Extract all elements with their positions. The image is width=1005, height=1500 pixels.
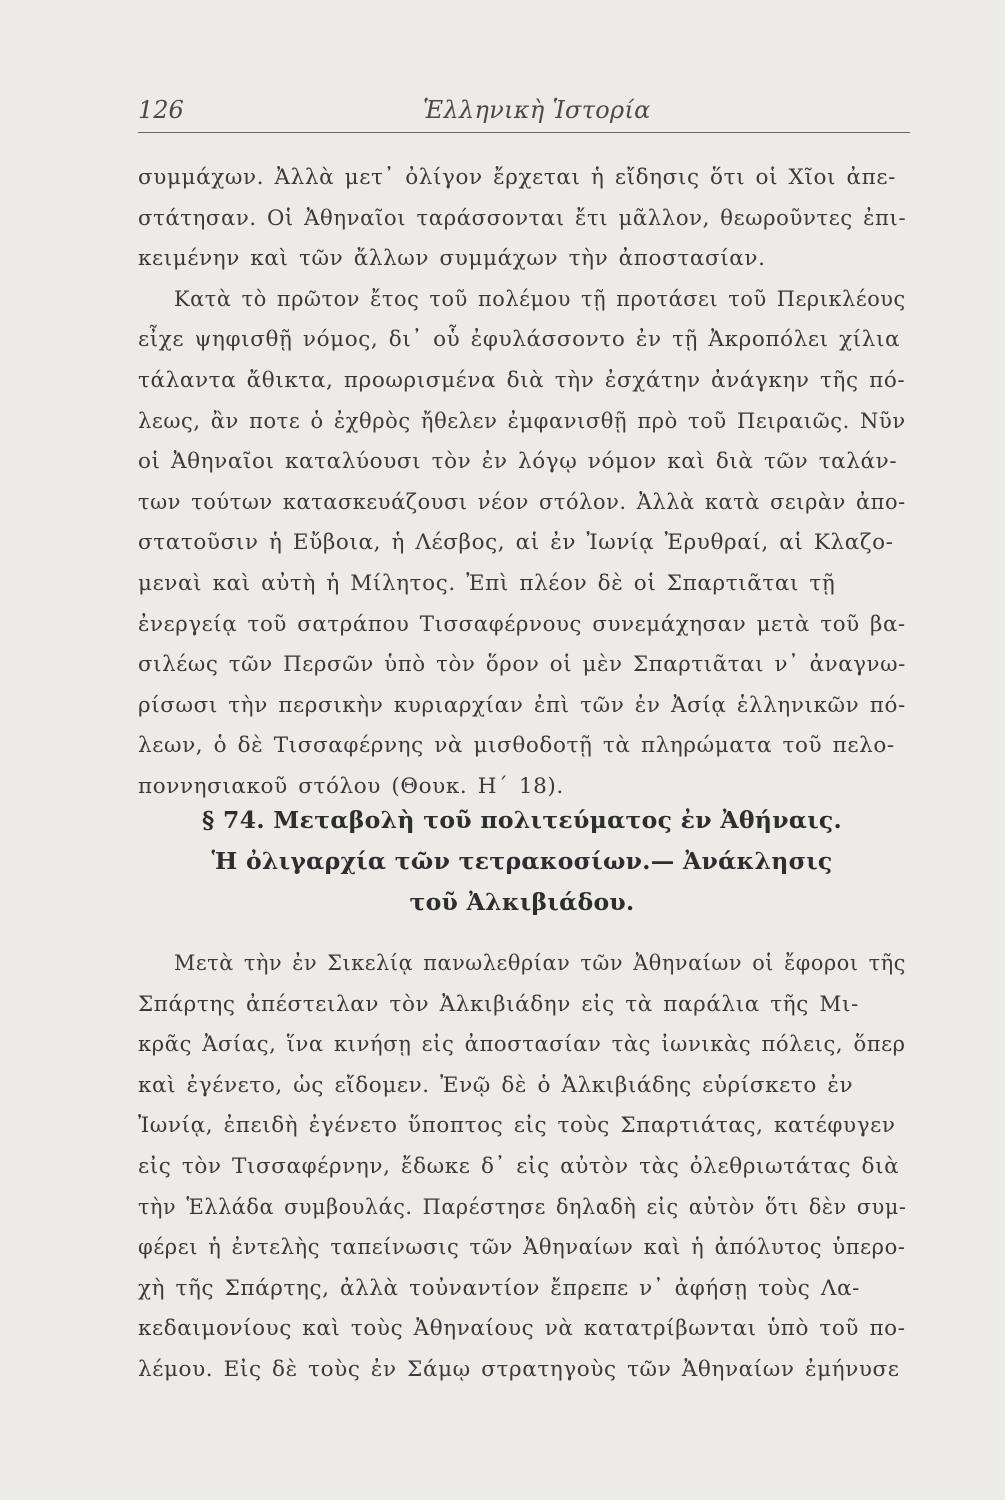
text-line: Κατὰ τὸ πρῶτον ἔτος τοῦ πολέμου τῇ προτάσει τοῦ Περικλέους [174, 286, 906, 312]
text-line: λεων, ὁ δὲ Τισσαφέρνης νὰ μισθοδοτῇ τὰ πληρώματα τοῦ πελο- [138, 733, 895, 759]
page-header [138, 92, 910, 133]
text-line: οἱ Ἀθηναῖοι καταλύουσι τὸν ἐν λόγῳ νόμον καὶ διὰ τῶν ταλάν- [138, 449, 898, 475]
text-line: ἐνεργείᾳ τοῦ σατράπου Τισσαφέρνους συνεμάχησαν μετὰ τοῦ βα- [138, 611, 906, 637]
section-heading-line: τοῦ Ἀλκιβιάδου. [409, 888, 635, 916]
text-line: λεως, ἂν ποτε ὁ ἐχθρὸς ἤθελεν ἐμφανισθῇ πρὸ τοῦ Πειραιῶς. Νῦν [138, 408, 906, 434]
text-block-bottom [138, 944, 906, 1391]
text-line: καὶ ἐγένετο, ὡς εἴδομεν. Ἐνῷ δὲ ὁ Ἀλκιβιάδης εὑρίσκετο ἐν [138, 1072, 854, 1098]
section-heading-line: Ἡ ὀλιγαρχία τῶν τετρακοσίων.— Ἀνάκλησις [211, 847, 833, 875]
text-line: σιλέως τῶν Περσῶν ὑπὸ τὸν ὅρον οἱ μὲν Σπαρτιᾶται ν᾽ ἀναγνω- [138, 652, 906, 678]
text-line: στάτησαν. Οἱ Ἀθηναῖοι ταράσσονται ἔτι μᾶλλον, θεωροῦντες ἐπι- [138, 205, 907, 231]
text-line: φέρει ἡ ἐντελὴς ταπείνωσις τῶν Ἀθηναίων καὶ ἡ ἀπόλυτος ὑπερο- [138, 1235, 906, 1261]
text-line: Μετὰ τὴν ἐν Σικελίᾳ πανωλεθρίαν τῶν Ἀθηναίων οἱ ἔφοροι τῆς [174, 951, 906, 976]
page-number: 126 [138, 96, 184, 124]
text-line: κειμένην καὶ τῶν ἄλλων συμμάχων τὴν ἀποστασίαν. [138, 246, 766, 272]
section-heading-line: § 74. Μεταβολὴ τοῦ πολιτεύματος ἐν Ἀθήναις. [201, 806, 843, 834]
text-line: ποννησιακοῦ στόλου (Θουκ. Η΄ 18). [138, 773, 564, 799]
text-line: τὴν Ἑλλάδα συμβουλάς. Παρέστησε δηλαδὴ εἰς αὐτὸν ὅτι δὲν συμ- [138, 1194, 907, 1220]
running-title: Ἑλληνικὴ Ἱστορία [423, 96, 651, 124]
text-line: κρᾶς Ἀσίας, ἵνα κινήσῃ εἰς ἀποστασίαν τὰς ἰωνικὰς πόλεις, ὅπερ [138, 1032, 906, 1058]
text-line: λέμου. Εἰς δὲ τοὺς ἐν Σάμῳ στρατηγοὺς τῶν Ἀθηναίων ἐμήνυσε [138, 1356, 900, 1382]
text-line: στατοῦσιν ἡ Εὔβοια, ἡ Λέσβος, αἱ ἐν Ἰωνίᾳ Ἐρυθραί, αἱ Κλαζο- [138, 530, 894, 556]
text-block-top [138, 158, 906, 808]
text-line: Ἰωνίᾳ, ἐπειδὴ ἐγένετο ὕποπτος εἰς τοὺς Σπαρτιάτας, κατέφυγεν [138, 1113, 896, 1139]
text-line: εἶχε ψηφισθῇ νόμος, δι᾽ οὗ ἐφυλάσσοντο ἐν τῇ Ἀκροπόλει χίλια [138, 327, 901, 353]
text-line: κεδαιμονίους καὶ τοὺς Ἀθηναίους νὰ κατατρίβωνται ὑπὸ τοῦ πο- [138, 1316, 906, 1342]
text-line: συμμάχων. Ἀλλὰ μετ᾽ ὀλίγον ἔρχεται ἡ εἴδησις ὅτι οἱ Χῖοι ἀπε- [138, 165, 896, 190]
text-line: τάλαντα ἄθικτα, προωρισμένα διὰ τὴν ἐσχάτην ἀνάγκην τῆς πό- [138, 367, 906, 393]
text-line: ρίσωσι τὴν περσικὴν κυριαρχίαν ἐπὶ τῶν ἐν Ἀσίᾳ ἑλληνικῶν πό- [138, 692, 906, 718]
text-line: Σπάρτης ἀπέστειλαν τὸν Ἀλκιβιάδην εἰς τὰ παράλια τῆς Μι- [138, 991, 859, 1017]
section-heading [138, 800, 906, 923]
text-line: των τούτων κατασκευάζουσι νέον στόλον. Ἀλλὰ κατὰ σειρὰν ἀπο- [138, 489, 906, 515]
text-line: εἰς τὸν Τισσαφέρνην, ἔδωκε δ᾽ εἰς αὐτὸν τὰς ὀλεθριωτάτας διὰ [138, 1153, 900, 1179]
text-line: χὴ τῆς Σπάρτης, ἀλλὰ τοὐναντίον ἔπρεπε ν᾽ ἀφήσῃ τοὺς Λα- [138, 1275, 860, 1301]
text-line: μεναὶ καὶ αὐτὴ ἡ Μίλητος. Ἐπὶ πλέον δὲ οἱ Σπαρτιᾶται τῇ [138, 570, 836, 596]
